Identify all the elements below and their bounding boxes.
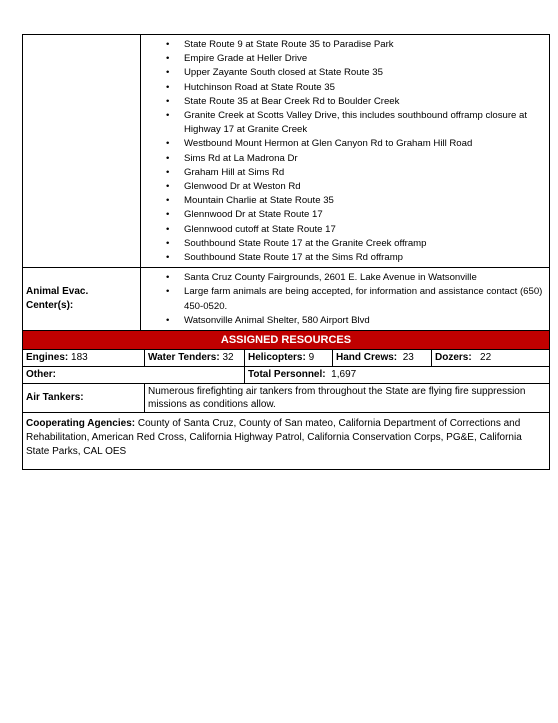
list-item: • State Route 9 at State Route 35 to Paradise Park	[184, 38, 546, 52]
dozers-label: Dozers:	[435, 352, 472, 364]
resources-table	[22, 330, 550, 470]
assigned-resources-header-row	[23, 331, 550, 350]
other-label: Other:	[23, 367, 245, 384]
assigned-resources-header: ASSIGNED RESOURCES	[23, 331, 550, 350]
water-tenders-label: Water Tenders:	[148, 352, 220, 364]
hand-crews-cell	[333, 350, 432, 367]
list-item: • Large farm animals are being accepted, for information and assistance contact (650) 450-0520.	[184, 285, 546, 313]
animal-evac-list	[144, 271, 546, 328]
engines-value: 183	[71, 352, 88, 364]
animal-evac-label: Animal Evac. Center(s):	[23, 268, 141, 331]
dozers-value: 22	[480, 352, 492, 364]
cooperating-agencies-cell	[23, 413, 550, 470]
cooperating-agencies-label: Cooperating Agencies:	[26, 418, 136, 430]
list-item: • Glenwood Dr at Weston Rd	[184, 180, 546, 194]
list-item: • Glennwood cutoff at State Route 17	[184, 223, 546, 237]
road-closures-cell	[141, 35, 550, 268]
cooperating-agencies-text: County of Santa Cruz, County of San mateo, California Department of Corrections and Rehabilitation, American Red Cross, California Highway Patrol, California Conservation Corps, PG&E, California State Parks, CAL OES	[26, 418, 522, 458]
list-item: • Granite Creek at Scotts Valley Drive, this includes southbound offramp closure at Highway 17 at Granite Creek	[184, 109, 546, 137]
list-item: • Glennwood Dr at State Route 17	[184, 208, 546, 222]
air-tankers-label: Air Tankers:	[23, 384, 145, 413]
helicopters-cell	[245, 350, 333, 367]
list-item: • Empire Grade at Heller Drive	[184, 52, 546, 66]
engines-cell	[23, 350, 145, 367]
road-closures-list	[144, 38, 546, 265]
list-item: • Graham Hill at Sims Rd	[184, 166, 546, 180]
water-tenders-value: 32	[222, 352, 234, 364]
road-closures-row	[23, 35, 550, 268]
engines-label: Engines:	[26, 352, 69, 364]
air-tankers-text: Numerous firefighting air tankers from throughout the State are flying fire suppression missions as conditions allow.	[145, 384, 550, 413]
dozers-cell	[432, 350, 550, 367]
helicopters-label: Helicopters:	[248, 352, 306, 364]
air-tankers-row	[23, 384, 550, 413]
total-personnel-cell	[245, 367, 550, 384]
hand-crews-label: Hand Crews:	[336, 352, 398, 364]
list-item: • Upper Zayante South closed at State Route 35	[184, 66, 546, 80]
list-item: • Mountain Charlie at State Route 35	[184, 194, 546, 208]
total-personnel-value: 1,697	[331, 369, 357, 381]
incident-report	[22, 34, 549, 470]
list-item: • Southbound State Route 17 at the Sims Rd offramp	[184, 251, 546, 265]
list-item: • Hutchinson Road at State Route 35	[184, 81, 546, 95]
closures-table	[22, 34, 550, 331]
animal-evac-row	[23, 268, 550, 331]
list-item: • Westbound Mount Hermon at Glen Canyon Rd to Graham Hill Road	[184, 137, 546, 151]
list-item: • Sims Rd at La Madrona Dr	[184, 152, 546, 166]
cooperating-agencies-row	[23, 413, 550, 470]
list-item: • State Route 35 at Bear Creek Rd to Boulder Creek	[184, 95, 546, 109]
hand-crews-value: 23	[402, 352, 414, 364]
total-personnel-label: Total Personnel:	[248, 369, 326, 381]
list-item: • Southbound State Route 17 at the Granite Creek offramp	[184, 237, 546, 251]
helicopters-value: 9	[308, 352, 315, 364]
animal-evac-cell	[141, 268, 550, 331]
road-closures-label-cell	[23, 35, 141, 268]
water-tenders-cell	[145, 350, 245, 367]
other-personnel-row	[23, 367, 550, 384]
list-item: • Watsonville Animal Shelter, 580 Airport Blvd	[184, 314, 546, 328]
list-item: • Santa Cruz County Fairgrounds, 2601 E. Lake Avenue in Watsonville	[184, 271, 546, 285]
resources-counts-row	[23, 350, 550, 367]
